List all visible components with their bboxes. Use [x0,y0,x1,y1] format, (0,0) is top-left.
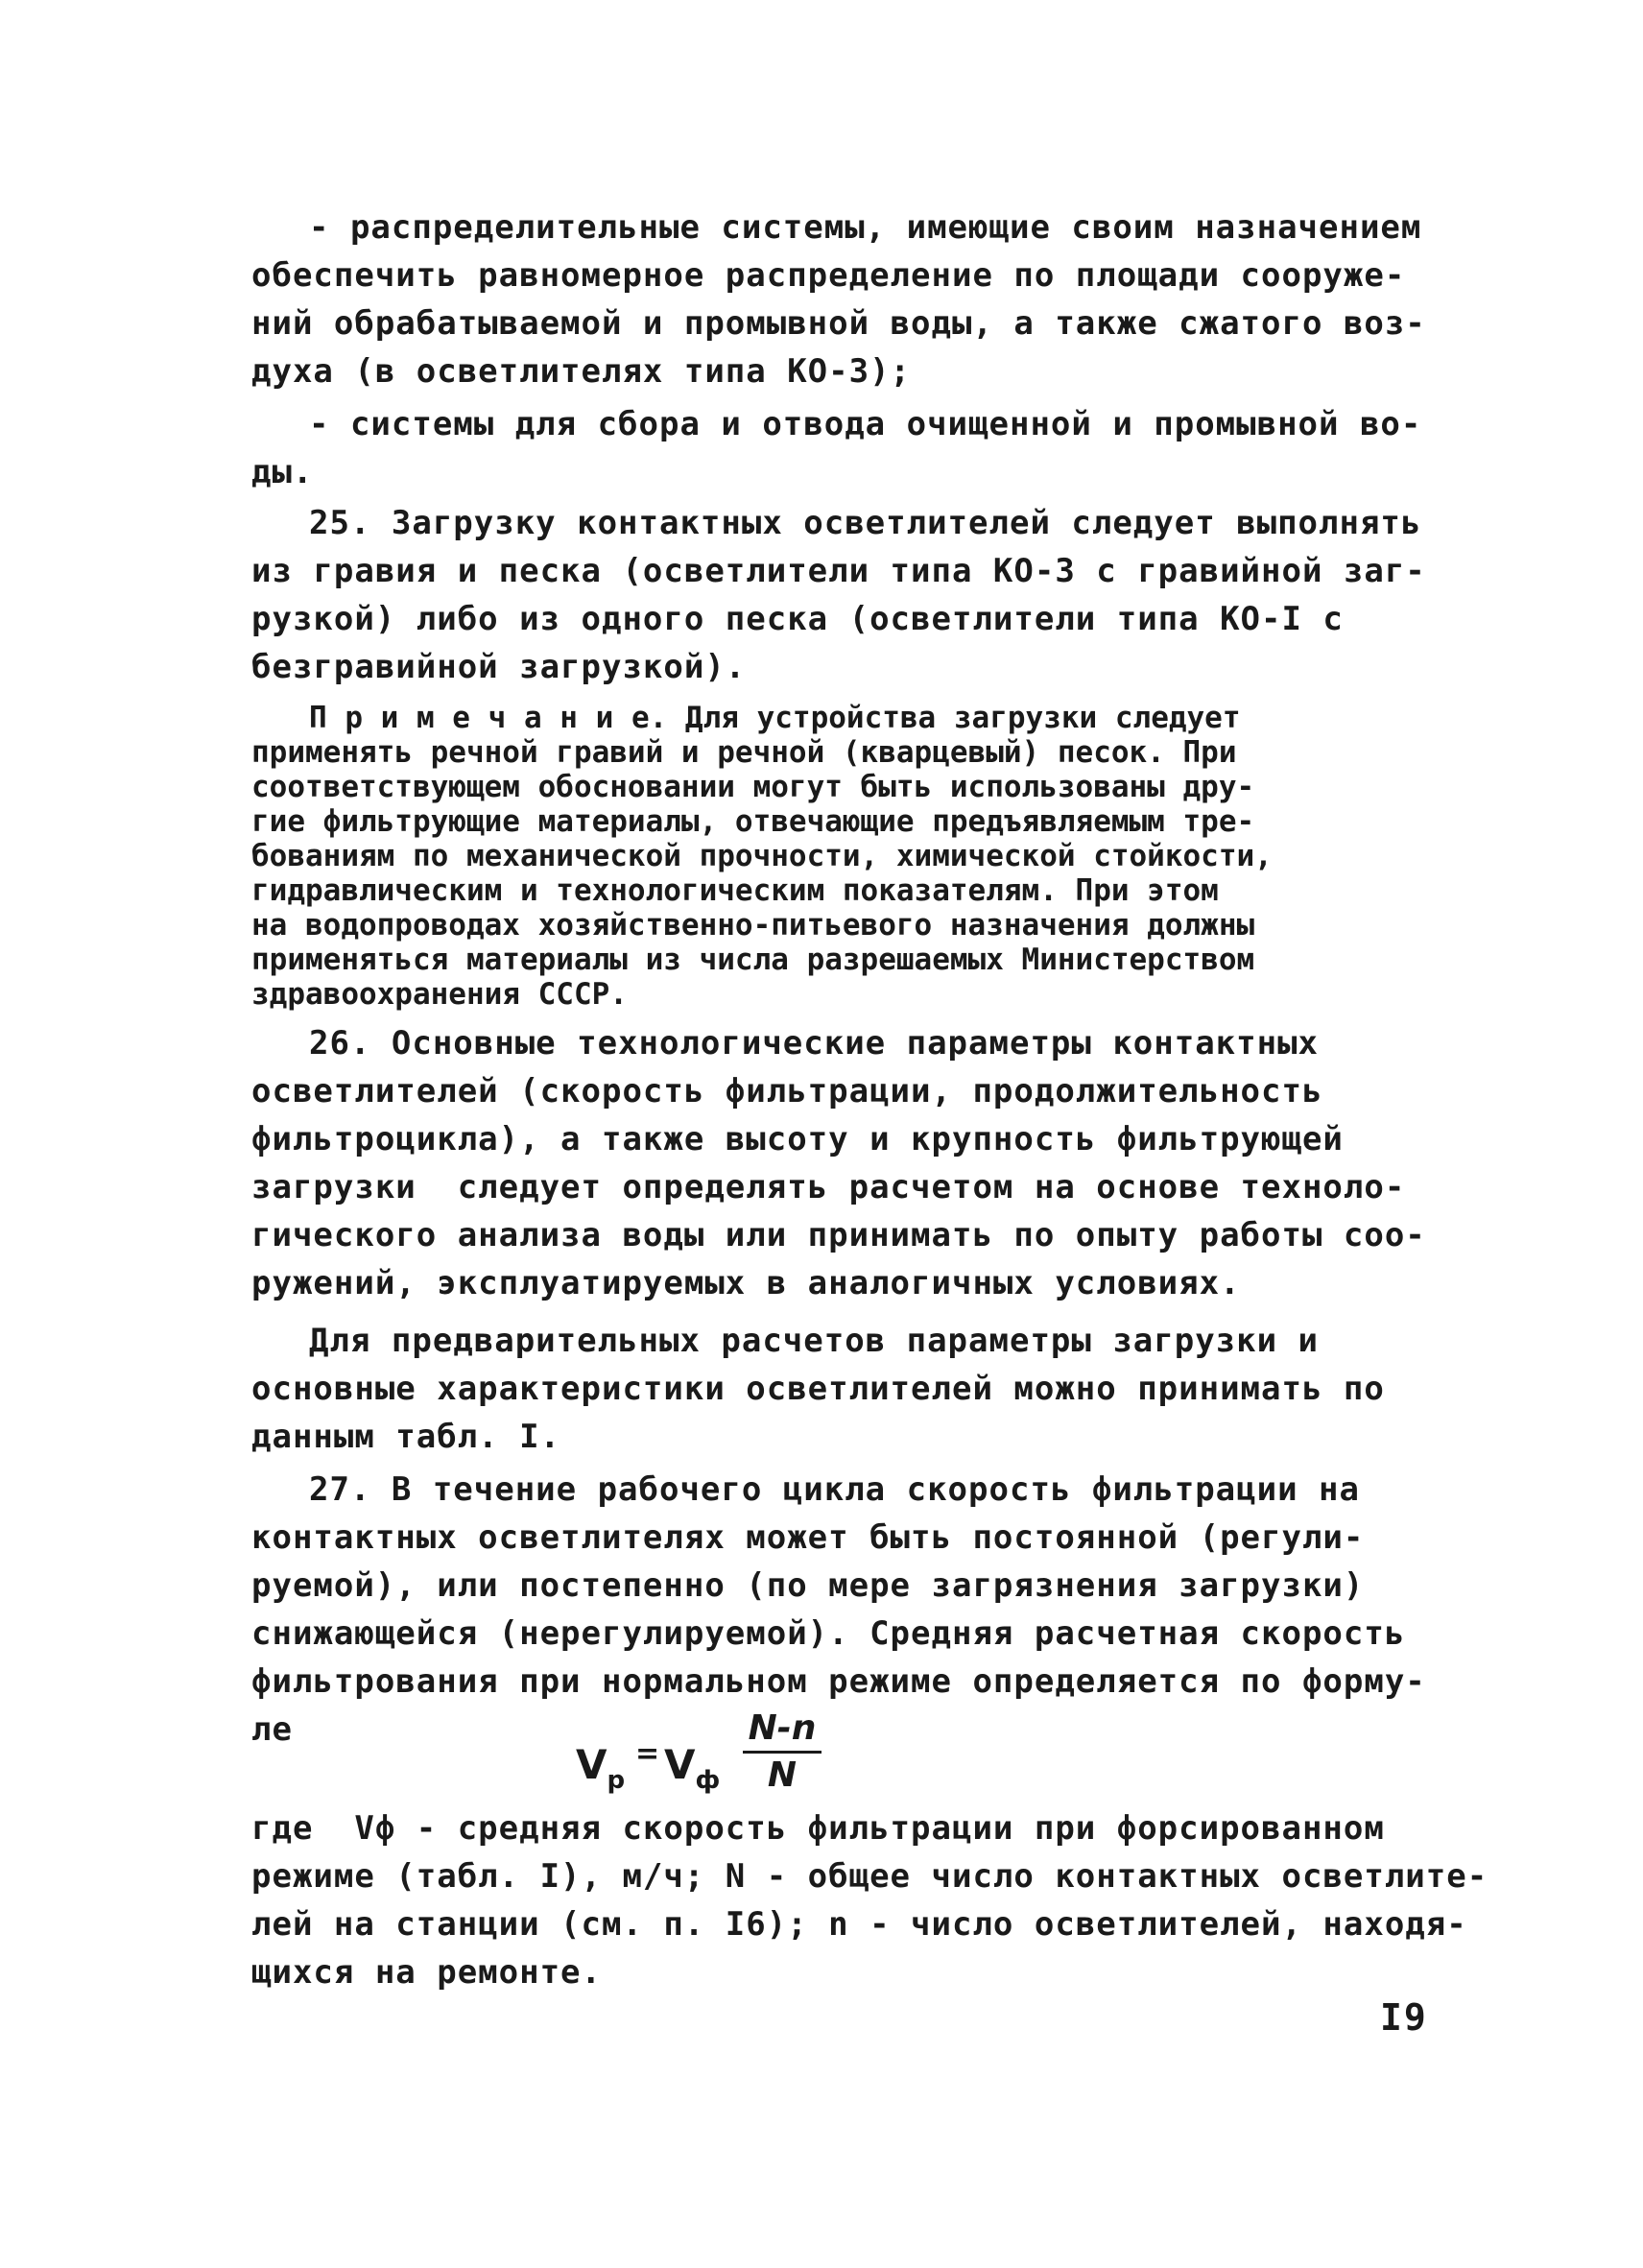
text-line: осветлителей (скорость фильтрации, продолжительность [251,1072,1323,1110]
text-line: данным табл. I. [251,1418,561,1456]
text-line: рузкой) либо из одного песка (осветлители типа КО-I с [251,600,1344,638]
text-line: ды. [251,453,314,491]
page-number: I9 [1380,1996,1428,2039]
text-line: основные характеристики осветлителей можно принимать по [251,1370,1385,1408]
text-line: лей на станции (см. п. I6); n - число осветлителей, находя- [251,1905,1467,1944]
text-line: 26. Основные технологические параметры контактных [309,1024,1320,1062]
formula-numerator: N-n [748,1708,817,1748]
paragraph-25 [251,499,1426,691]
note-line: на водопроводах хозяйственно-питьевого назначения должны [251,908,1255,943]
formula-equals: = [635,1737,660,1771]
text-line: фильтроцикла), а также высоту и крупность фильтрующей [251,1120,1344,1158]
note-line: бованиям по механической прочности, химической стойкости, [251,839,1273,873]
paragraph-collection-systems [251,400,1422,496]
note-line: гие фильтрующие материалы, отвечающие предъявляемым тре- [251,804,1255,839]
note-line: гидравлическим и технологическим показателям. При этом [251,873,1219,908]
text-line: ле [251,1710,293,1749]
note-line: П р и м е ч а н и е. Для устройства загрузки следует [309,701,1241,735]
text-line: щихся на ремонте. [251,1953,602,1992]
text-line: где Vф - средняя скорость фильтрации при форсированном [251,1809,1385,1848]
note-line: применять речной гравий и речной (кварцевый) песок. При [251,735,1237,770]
note-block [251,701,1399,1012]
text-line: безгравийной загрузкой). [251,648,747,686]
paragraph-distribution-systems [251,203,1426,395]
paragraph-preliminary [251,1317,1399,1461]
text-line: гического анализа воды или принимать по опыту работы соо- [251,1216,1426,1254]
note-line: применяться материалы из числа разрешаемых Министерством [251,943,1255,977]
text-line: ружений, эксплуатируемых в аналогичных условиях. [251,1264,1241,1302]
filtration-rate-formula [576,1708,864,1814]
text-line: ний обрабатываемой и промывной воды, а также сжатого воз- [251,304,1426,343]
formula-denominator: N [767,1755,798,1795]
formula-lhs: $V_р$ [576,1741,626,1795]
fraction-bar [743,1751,822,1754]
text-line: фильтрования при нормальном режиме определяется по форму- [251,1662,1426,1701]
text-line: из гравия и песка (осветлители типа КО-3 с гравийной заг- [251,552,1426,590]
formula-fraction [739,1708,825,1796]
formula-rhs: $V_ф$ [664,1741,721,1795]
text-line: духа (в осветлителях типа КО-3); [251,352,912,391]
paragraph-26 [251,1019,1426,1307]
note-line: соответствующем обосновании могут быть использованы дру- [251,770,1255,804]
text-line: обеспечить равномерное распределение по площади сооруже- [251,256,1406,295]
text-line: руемой), или постепенно (по мере загрязнения загрузки) [251,1566,1365,1605]
text-line: снижающейся (нерегулируемой). Средняя расчетная скорость [251,1614,1406,1653]
paragraph-where [251,1804,1488,1996]
text-line: 27. В течение рабочего цикла скорость фильтрации на [309,1470,1360,1509]
text-line: Для предварительных расчетов параметры загрузки и [309,1322,1320,1360]
text-line: контактных осветлителях может быть постоянной (регули- [251,1518,1365,1557]
note-line: здравоохранения СССР. [251,977,628,1012]
text-line: - системы для сбора и отвода очищенной и промывной во- [309,405,1422,443]
text-line: 25. Загрузку контактных осветлителей следует выполнять [309,504,1422,542]
text-line: загрузки следует определять расчетом на основе техноло- [251,1168,1406,1206]
text-line: - распределительные системы, имеющие своим назначением [309,208,1422,247]
text-line: режиме (табл. I), м/ч; N - общее число контактных осветлите- [251,1857,1488,1896]
